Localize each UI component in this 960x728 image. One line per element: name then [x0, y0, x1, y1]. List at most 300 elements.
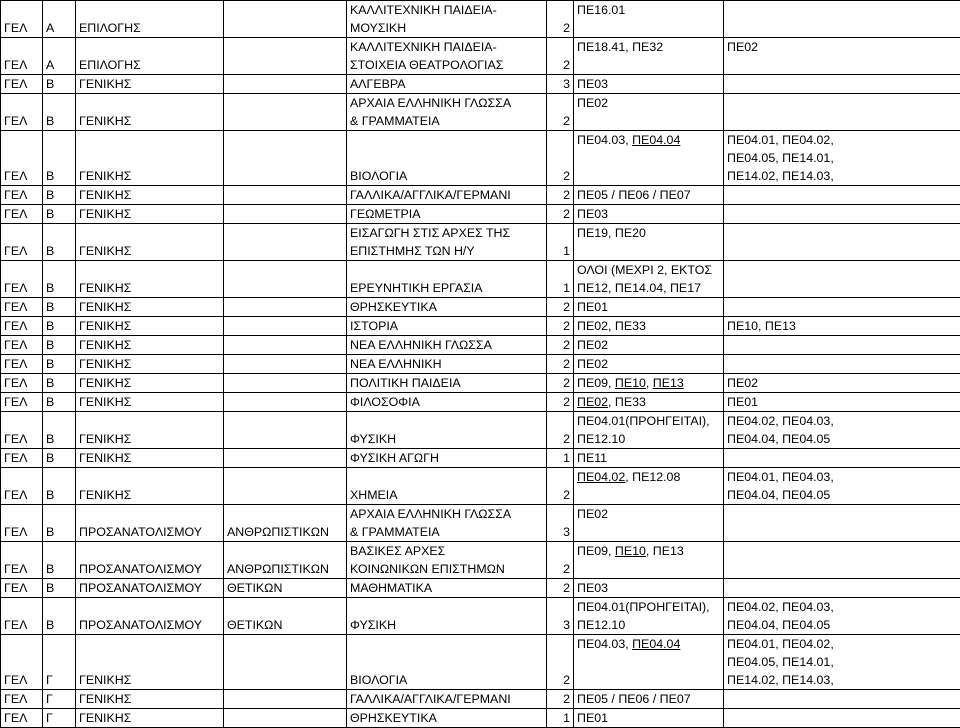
secondary-specialties-cell [724, 186, 960, 205]
school-type-cell: ΓΕΛ [1, 336, 43, 355]
table-row [1, 186, 960, 205]
table-row [1, 131, 960, 186]
grade-cell: Β [43, 579, 76, 598]
hours-cell: 2 [547, 317, 574, 336]
secondary-specialties-cell [724, 505, 960, 542]
cell-line: ΠΕ12, ΠΕ14.04, ΠΕ17 [577, 279, 723, 297]
direction-cell [224, 298, 347, 317]
table-row [1, 412, 960, 449]
category-cell: ΓΕΝΙΚΗΣ [76, 355, 224, 374]
cell-line: ΠΕ12.10 [577, 430, 723, 448]
direction-cell [224, 224, 347, 261]
code-text: ΠΕ09, [577, 544, 615, 558]
cell-line: ΠΕ02 [577, 355, 723, 373]
grade-cell: Β [43, 336, 76, 355]
cell-line: ΝΕΑ ΕΛΛΗΝΙΚΗ [350, 355, 546, 373]
hours-cell: 1 [547, 709, 574, 728]
table-row [1, 38, 960, 75]
secondary-specialties-cell [724, 412, 960, 449]
course-cell [347, 505, 547, 542]
grade-cell: Β [43, 94, 76, 131]
cell-line: ΠΕ05 / ΠΕ06 / ΠΕ07 [577, 186, 723, 204]
grade-cell: Β [43, 205, 76, 224]
course-cell [347, 75, 547, 94]
school-type-cell: ΓΕΛ [1, 298, 43, 317]
primary-specialties-cell [574, 542, 724, 579]
underlined-code: ΠΕ13 [653, 376, 684, 390]
cell-line: ΚΑΛΛΙΤΕΧΝΙΚΗ ΠΑΙΔΕΙΑ- [350, 1, 546, 19]
primary-specialties-cell [574, 709, 724, 728]
cell-line: ΠΕ03 [577, 205, 723, 223]
cell-line: ΠΕ04.05, ΠΕ14.01, [727, 653, 960, 671]
cell-line: ΜΟΥΣΙΚΗ [350, 19, 546, 37]
cell-line: ΠΕ02 [577, 505, 723, 523]
course-cell [347, 224, 547, 261]
cell-line: ΦΥΣΙΚΗ [350, 430, 546, 448]
direction-cell [224, 205, 347, 224]
cell-line: ΠΕ10, ΠΕ13 [727, 317, 960, 335]
grade-cell: Β [43, 355, 76, 374]
category-cell: ΓΕΝΙΚΗΣ [76, 205, 224, 224]
grade-cell: Β [43, 374, 76, 393]
secondary-specialties-cell [724, 542, 960, 579]
category-cell: ΕΠΙΛΟΓΗΣ [76, 1, 224, 38]
secondary-specialties-cell [724, 317, 960, 336]
cell-line: ΧΗΜΕΙΑ [350, 486, 546, 504]
table-row [1, 393, 960, 412]
grade-cell: Γ [43, 635, 76, 690]
course-cell [347, 449, 547, 468]
hours-cell: 1 [547, 261, 574, 298]
cell-line: ΠΕ02 [577, 336, 723, 354]
primary-specialties-cell [574, 1, 724, 38]
secondary-specialties-cell [724, 598, 960, 635]
school-type-cell: ΓΕΛ [1, 505, 43, 542]
table-row [1, 579, 960, 598]
direction-cell [224, 261, 347, 298]
cell-line: ΠΕ04.04, ΠΕ04.05 [727, 430, 960, 448]
cell-line: ΠΕ18.41, ΠΕ32 [577, 38, 723, 56]
direction-cell: ΑΝΘΡΩΠΙΣΤΙΚΩΝ [224, 542, 347, 579]
school-type-cell: ΓΕΛ [1, 598, 43, 635]
school-type-cell: ΓΕΛ [1, 1, 43, 38]
table-row [1, 690, 960, 709]
school-type-cell: ΓΕΛ [1, 412, 43, 449]
hours-cell: 3 [547, 75, 574, 94]
cell-line: ΓΑΛΛΙΚΑ/ΑΓΓΛΙΚΑ/ΓΕΡΜΑΝΙ [350, 690, 546, 708]
cell-line [577, 468, 723, 486]
secondary-specialties-cell [724, 38, 960, 75]
cell-line: ΟΛΟΙ (ΜΕΧΡΙ 2, ΕΚΤΟΣ [577, 261, 723, 279]
course-cell [347, 186, 547, 205]
cell-line: ΠΕ04.02, ΠΕ04.03, [727, 598, 960, 616]
direction-cell: ΑΝΘΡΩΠΙΣΤΙΚΩΝ [224, 505, 347, 542]
secondary-specialties-cell [724, 355, 960, 374]
category-cell: ΕΠΙΛΟΓΗΣ [76, 38, 224, 75]
cell-line: ΠΕ14.02, ΠΕ14.03, [727, 167, 960, 185]
primary-specialties-cell [574, 317, 724, 336]
course-cell [347, 393, 547, 412]
school-type-cell: ΓΕΛ [1, 709, 43, 728]
cell-line: ΕΡΕΥΝΗΤΙΚΗ ΕΡΓΑΣΙΑ [350, 279, 546, 297]
table-row [1, 355, 960, 374]
secondary-specialties-cell [724, 131, 960, 186]
hours-cell: 3 [547, 598, 574, 635]
cell-line: ΠΕ01 [727, 393, 960, 411]
direction-cell [224, 94, 347, 131]
course-cell [347, 298, 547, 317]
cell-line: ΝΕΑ ΕΛΛΗΝΙΚΗ ΓΛΩΣΣΑ [350, 336, 546, 354]
underlined-code: ΠΕ10 [615, 376, 646, 390]
category-cell: ΓΕΝΙΚΗΣ [76, 224, 224, 261]
hours-cell: 2 [547, 205, 574, 224]
grade-cell: Β [43, 449, 76, 468]
primary-specialties-cell [574, 75, 724, 94]
grade-cell: Γ [43, 690, 76, 709]
grade-cell: Β [43, 393, 76, 412]
cell-line [577, 542, 723, 560]
cell-line: ΚΑΛΛΙΤΕΧΝΙΚΗ ΠΑΙΔΕΙΑ- [350, 38, 546, 56]
table-row [1, 449, 960, 468]
cell-line [577, 131, 723, 149]
school-type-cell: ΓΕΛ [1, 131, 43, 186]
cell-line: ΠΕ05 / ΠΕ06 / ΠΕ07 [577, 690, 723, 708]
secondary-specialties-cell [724, 224, 960, 261]
course-cell [347, 690, 547, 709]
code-text: , ΠΕ12.08 [625, 470, 680, 484]
category-cell: ΓΕΝΙΚΗΣ [76, 468, 224, 505]
school-type-cell: ΓΕΛ [1, 468, 43, 505]
secondary-specialties-cell [724, 94, 960, 131]
school-type-cell: ΓΕΛ [1, 224, 43, 261]
secondary-specialties-cell [724, 374, 960, 393]
secondary-specialties-cell [724, 468, 960, 505]
hours-cell: 1 [547, 449, 574, 468]
code-text: ΠΕ09, [577, 376, 615, 390]
grade-cell: Β [43, 542, 76, 579]
hours-cell: 2 [547, 393, 574, 412]
underlined-code: ΠΕ02 [577, 395, 608, 409]
course-cell [347, 709, 547, 728]
table-row [1, 336, 960, 355]
table-row [1, 205, 960, 224]
direction-cell [224, 709, 347, 728]
primary-specialties-cell [574, 412, 724, 449]
primary-specialties-cell [574, 635, 724, 690]
category-cell: ΓΕΝΙΚΗΣ [76, 261, 224, 298]
direction-cell [224, 131, 347, 186]
cell-line [577, 374, 723, 392]
underlined-code: ΠΕ04.04 [632, 637, 680, 651]
secondary-specialties-cell [724, 298, 960, 317]
cell-line: ΑΡΧΑΙΑ ΕΛΛΗΝΙΚΗ ΓΛΩΣΣΑ [350, 94, 546, 112]
school-type-cell: ΓΕΛ [1, 355, 43, 374]
course-cell [347, 542, 547, 579]
table-row [1, 94, 960, 131]
cell-line: ΠΕ01 [577, 298, 723, 316]
primary-specialties-cell [574, 505, 724, 542]
direction-cell [224, 412, 347, 449]
secondary-specialties-cell [724, 75, 960, 94]
grade-cell: Β [43, 598, 76, 635]
course-cell [347, 412, 547, 449]
category-cell: ΓΕΝΙΚΗΣ [76, 393, 224, 412]
underlined-code: ΠΕ04.04 [632, 133, 680, 147]
table-row [1, 261, 960, 298]
school-type-cell: ΓΕΛ [1, 374, 43, 393]
cell-line: ΠΕ04.01, ΠΕ04.03, [727, 468, 960, 486]
course-cell [347, 468, 547, 505]
secondary-specialties-cell [724, 261, 960, 298]
hours-cell: 2 [547, 690, 574, 709]
course-cell [347, 336, 547, 355]
cell-line: ΠΕ03 [577, 75, 723, 93]
grade-cell: Β [43, 317, 76, 336]
school-type-cell: ΓΕΛ [1, 579, 43, 598]
code-text: ΠΕ04.03, [577, 637, 632, 651]
primary-specialties-cell [574, 468, 724, 505]
hours-cell: 2 [547, 635, 574, 690]
grade-cell: Β [43, 505, 76, 542]
cell-line: ΙΣΤΟΡΙΑ [350, 317, 546, 335]
cell-line: ΠΕ02 [727, 38, 960, 56]
category-cell: ΓΕΝΙΚΗΣ [76, 635, 224, 690]
school-type-cell: ΓΕΛ [1, 205, 43, 224]
cell-line: ΠΕ03 [577, 579, 723, 597]
grade-cell: Α [43, 38, 76, 75]
cell-line: ΜΑΘΗΜΑΤΙΚΑ [350, 579, 546, 597]
underlined-code: ΠΕ04.02 [577, 470, 625, 484]
course-cell [347, 38, 547, 75]
direction-cell [224, 336, 347, 355]
primary-specialties-cell [574, 393, 724, 412]
secondary-specialties-cell [724, 635, 960, 690]
cell-line: ΠΕ02 [577, 94, 723, 112]
course-cell [347, 205, 547, 224]
course-cell [347, 635, 547, 690]
table-row [1, 317, 960, 336]
cell-line [577, 635, 723, 653]
code-text: , [646, 376, 653, 390]
cell-line: ΠΕ02 [727, 374, 960, 392]
primary-specialties-cell [574, 374, 724, 393]
cell-line: ΠΕ02, ΠΕ33 [577, 317, 723, 335]
grade-cell: Β [43, 131, 76, 186]
cell-line: ΠΕ01 [577, 709, 723, 727]
category-cell: ΓΕΝΙΚΗΣ [76, 449, 224, 468]
hours-cell: 2 [547, 336, 574, 355]
school-type-cell: ΓΕΛ [1, 635, 43, 690]
primary-specialties-cell [574, 224, 724, 261]
cell-line: ΠΕ04.02, ΠΕ04.03, [727, 412, 960, 430]
primary-specialties-cell [574, 205, 724, 224]
direction-cell [224, 38, 347, 75]
table-row [1, 598, 960, 635]
course-cell [347, 261, 547, 298]
cell-line: & ΓΡΑΜΜΑΤΕΙΑ [350, 112, 546, 130]
secondary-specialties-cell [724, 579, 960, 598]
school-type-cell: ΓΕΛ [1, 690, 43, 709]
cell-line: ΠΕ04.01, ΠΕ04.02, [727, 635, 960, 653]
hours-cell: 2 [547, 355, 574, 374]
school-type-cell: ΓΕΛ [1, 38, 43, 75]
cell-line: ΓΑΛΛΙΚΑ/ΑΓΓΛΙΚΑ/ΓΕΡΜΑΝΙ [350, 186, 546, 204]
school-type-cell: ΓΕΛ [1, 542, 43, 579]
cell-line: ΑΡΧΑΙΑ ΕΛΛΗΝΙΚΗ ΓΛΩΣΣΑ [350, 505, 546, 523]
direction-cell [224, 468, 347, 505]
primary-specialties-cell [574, 131, 724, 186]
secondary-specialties-cell [724, 709, 960, 728]
table-body [1, 1, 960, 728]
school-type-cell: ΓΕΛ [1, 393, 43, 412]
hours-cell: 2 [547, 412, 574, 449]
table-row [1, 635, 960, 690]
hours-cell: 2 [547, 468, 574, 505]
hours-cell: 2 [547, 38, 574, 75]
direction-cell [224, 635, 347, 690]
course-cell [347, 317, 547, 336]
cell-line: ΓΕΩΜΕΤΡΙΑ [350, 205, 546, 223]
primary-specialties-cell [574, 336, 724, 355]
grade-cell: Β [43, 298, 76, 317]
cell-line: ΣΤΟΙΧΕΙΑ ΘΕΑΤΡΟΛΟΓΙΑΣ [350, 56, 546, 74]
primary-specialties-cell [574, 261, 724, 298]
course-cell [347, 1, 547, 38]
category-cell: ΓΕΝΙΚΗΣ [76, 94, 224, 131]
secondary-specialties-cell [724, 205, 960, 224]
direction-cell: ΘΕΤΙΚΩΝ [224, 579, 347, 598]
cell-line: ΕΙΣΑΓΩΓΗ ΣΤΙΣ ΑΡΧΕΣ ΤΗΣ [350, 224, 546, 242]
cell-line: ΠΕ04.04, ΠΕ04.05 [727, 486, 960, 504]
secondary-specialties-cell [724, 690, 960, 709]
hours-cell: 3 [547, 505, 574, 542]
grade-cell: Β [43, 261, 76, 298]
cell-line: ΒΑΣΙΚΕΣ ΑΡΧΕΣ [350, 542, 546, 560]
category-cell: ΓΕΝΙΚΗΣ [76, 374, 224, 393]
cell-line: ΠΟΛΙΤΙΚΗ ΠΑΙΔΕΙΑ [350, 374, 546, 392]
cell-line: ΘΡΗΣΚΕΥΤΙΚΑ [350, 709, 546, 727]
category-cell: ΓΕΝΙΚΗΣ [76, 131, 224, 186]
grade-cell: Β [43, 186, 76, 205]
school-type-cell: ΓΕΛ [1, 317, 43, 336]
cell-line: ΠΕ04.05, ΠΕ14.01, [727, 149, 960, 167]
school-type-cell: ΓΕΛ [1, 94, 43, 131]
course-cell [347, 579, 547, 598]
table-row [1, 709, 960, 728]
direction-cell [224, 75, 347, 94]
cell-line: ΠΕ04.01, ΠΕ04.02, [727, 131, 960, 149]
category-cell: ΠΡΟΣΑΝΑΤΟΛΙΣΜΟΥ [76, 542, 224, 579]
direction-cell [224, 1, 347, 38]
grade-cell: Β [43, 224, 76, 261]
hours-cell: 2 [547, 374, 574, 393]
cell-line: ΘΡΗΣΚΕΥΤΙΚΑ [350, 298, 546, 316]
direction-cell [224, 355, 347, 374]
grade-cell: Α [43, 1, 76, 38]
direction-cell [224, 393, 347, 412]
category-cell: ΠΡΟΣΑΝΑΤΟΛΙΣΜΟΥ [76, 598, 224, 635]
grade-cell: Β [43, 412, 76, 449]
grade-cell: Γ [43, 709, 76, 728]
primary-specialties-cell [574, 579, 724, 598]
primary-specialties-cell [574, 38, 724, 75]
primary-specialties-cell [574, 186, 724, 205]
primary-specialties-cell [574, 690, 724, 709]
cell-line: ΕΠΙΣΤΗΜΗΣ ΤΩΝ Η/Υ [350, 242, 546, 260]
direction-cell: ΘΕΤΙΚΩΝ [224, 598, 347, 635]
hours-cell: 2 [547, 1, 574, 38]
secondary-specialties-cell [724, 393, 960, 412]
primary-specialties-cell [574, 355, 724, 374]
cell-line: ΦΙΛΟΣΟΦΙΑ [350, 393, 546, 411]
cell-line: ΑΛΓΕΒΡΑ [350, 75, 546, 93]
secondary-specialties-cell [724, 449, 960, 468]
category-cell: ΠΡΟΣΑΝΑΤΟΛΙΣΜΟΥ [76, 579, 224, 598]
primary-specialties-cell [574, 449, 724, 468]
hours-cell: 1 [547, 224, 574, 261]
category-cell: ΓΕΝΙΚΗΣ [76, 186, 224, 205]
cell-line: ΠΕ14.02, ΠΕ14.03, [727, 671, 960, 689]
primary-specialties-cell [574, 598, 724, 635]
cell-line: ΒΙΟΛΟΓΙΑ [350, 671, 546, 689]
school-type-cell: ΓΕΛ [1, 75, 43, 94]
grade-cell: Β [43, 468, 76, 505]
direction-cell [224, 374, 347, 393]
table-row [1, 542, 960, 579]
cell-line: ΠΕ04.04, ΠΕ04.05 [727, 616, 960, 634]
category-cell: ΓΕΝΙΚΗΣ [76, 317, 224, 336]
category-cell: ΓΕΝΙΚΗΣ [76, 412, 224, 449]
cell-line: & ΓΡΑΜΜΑΤΕΙΑ [350, 523, 546, 541]
primary-specialties-cell [574, 94, 724, 131]
table-row [1, 75, 960, 94]
hours-cell: 2 [547, 298, 574, 317]
secondary-specialties-cell [724, 1, 960, 38]
cell-line: ΠΕ16.01 [577, 1, 723, 19]
category-cell: ΓΕΝΙΚΗΣ [76, 336, 224, 355]
course-cell [347, 94, 547, 131]
table-row [1, 374, 960, 393]
hours-cell: 2 [547, 186, 574, 205]
cell-line: ΦΥΣΙΚΗ [350, 616, 546, 634]
table-row [1, 1, 960, 38]
direction-cell [224, 317, 347, 336]
course-cell [347, 598, 547, 635]
table-row [1, 468, 960, 505]
table-row [1, 505, 960, 542]
category-cell: ΓΕΝΙΚΗΣ [76, 690, 224, 709]
course-cell [347, 131, 547, 186]
grade-cell: Β [43, 75, 76, 94]
category-cell: ΓΕΝΙΚΗΣ [76, 75, 224, 94]
cell-line: ΠΕ04.01(ΠΡΟΗΓΕΙΤΑΙ), [577, 598, 723, 616]
hours-cell: 2 [547, 94, 574, 131]
cell-line: ΠΕ11 [577, 449, 723, 467]
school-type-cell: ΓΕΛ [1, 186, 43, 205]
category-cell: ΠΡΟΣΑΝΑΤΟΛΙΣΜΟΥ [76, 505, 224, 542]
cell-line: ΠΕ19, ΠΕ20 [577, 224, 723, 242]
direction-cell [224, 690, 347, 709]
cell-line: ΠΕ04.01(ΠΡΟΗΓΕΙΤΑΙ), [577, 412, 723, 430]
code-text: , ΠΕ13 [646, 544, 684, 558]
table-row [1, 298, 960, 317]
underlined-code: ΠΕ10 [615, 544, 646, 558]
hours-cell: 2 [547, 542, 574, 579]
cell-line: ΚΟΙΝΩΝΙΚΩΝ ΕΠΙΣΤΗΜΩΝ [350, 560, 546, 578]
cell-line: ΠΕ12.10 [577, 616, 723, 634]
hours-cell: 2 [547, 131, 574, 186]
school-type-cell: ΓΕΛ [1, 261, 43, 298]
